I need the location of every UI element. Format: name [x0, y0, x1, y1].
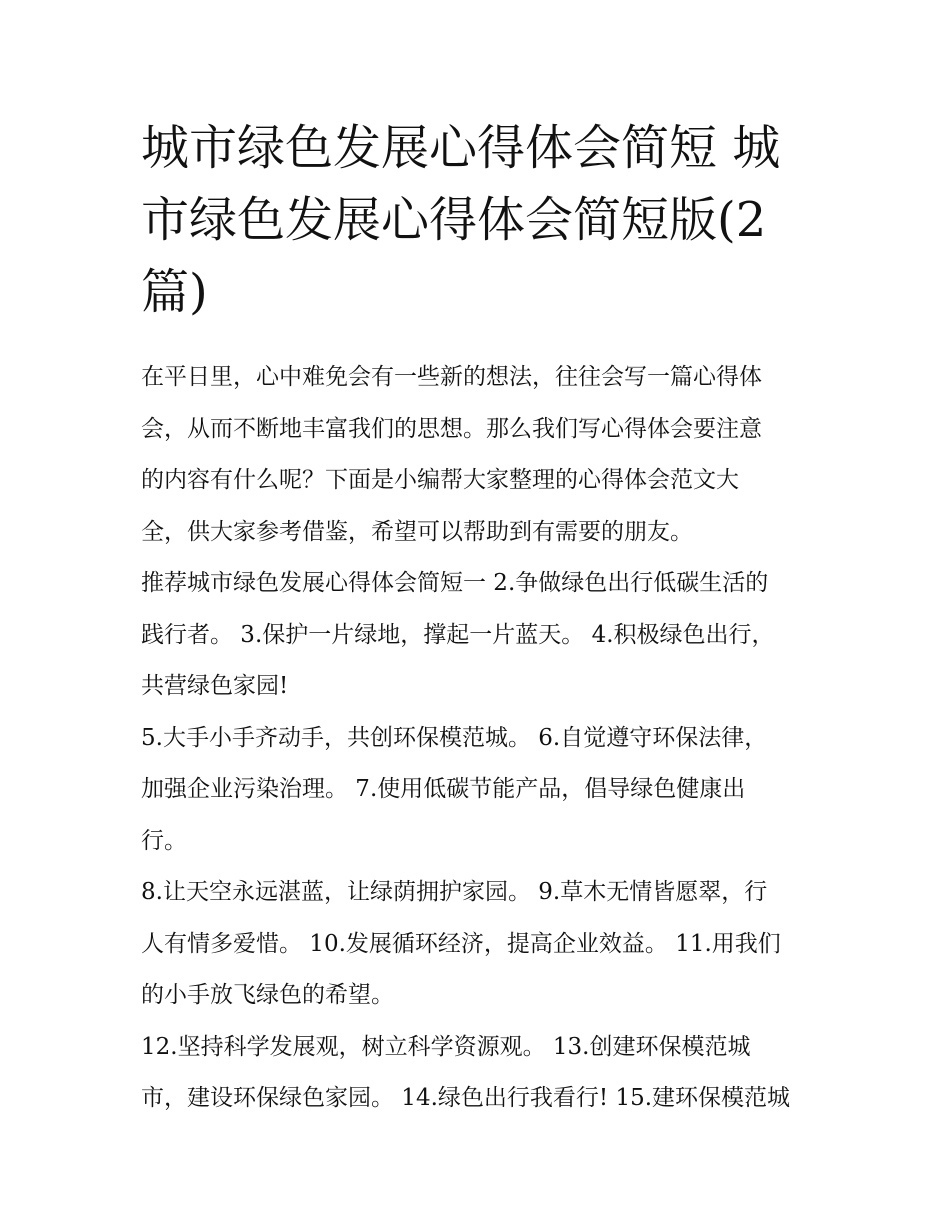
text-line: 推荐城市绿色发展心得体会简短一 2.争做绿色出行低碳生活的	[141, 570, 769, 596]
text-line: 12.坚持科学发展观，树立科学资源观。 13.创建环保模范城	[141, 1033, 751, 1060]
title-line: 篇)	[141, 264, 208, 320]
intro-paragraph	[141, 352, 813, 558]
text-line: 加强企业污染治理。 7.使用低碳节能产品，倡导绿色健康出	[141, 776, 746, 802]
document-body	[141, 352, 813, 1125]
slogan-paragraph	[141, 1022, 813, 1125]
text-line: 的小手放飞绿色的希望。	[141, 982, 394, 1008]
title-line: 市绿色发展心得体会简短版(2	[141, 192, 767, 248]
text-line: 行。	[141, 827, 187, 854]
text-line: 共营绿色家园!	[141, 673, 289, 699]
slogan-paragraph	[141, 867, 813, 1022]
text-line: 的内容有什么呢？下面是小编帮大家整理的心得体会范文大	[141, 467, 739, 493]
text-line: 全，供大家参考借鉴，希望可以帮助到有需要的朋友。	[141, 518, 693, 545]
text-line: 会，从而不断地丰富我们的思想。那么我们写心得体会要注意	[141, 415, 762, 442]
text-line: 市，建设环保绿色家园。 14.绿色出行我看行! 15.建环保模范城	[141, 1085, 791, 1111]
text-line: 8.让天空永远湛蓝，让绿荫拥护家园。 9.草木无情皆愿翠，行	[141, 879, 768, 905]
text-line: 人有情多爱惜。 10.发展循环经济，提高企业效益。 11.用我们	[141, 930, 781, 957]
text-line: 践行者。 3.保护一片绿地，撑起一片蓝天。 4.积极绿色出行，	[141, 621, 775, 648]
slogan-paragraph	[141, 713, 813, 868]
title-line: 城市绿色发展心得体会简短 城	[141, 120, 781, 176]
text-line: 在平日里，心中难免会有一些新的想法，往往会写一篇心得体	[141, 364, 762, 390]
slogan-paragraph	[141, 558, 813, 713]
document-title	[141, 112, 813, 328]
text-line: 5.大手小手齐动手，共创环保模范城。 6.自觉遵守环保法律，	[141, 724, 768, 751]
